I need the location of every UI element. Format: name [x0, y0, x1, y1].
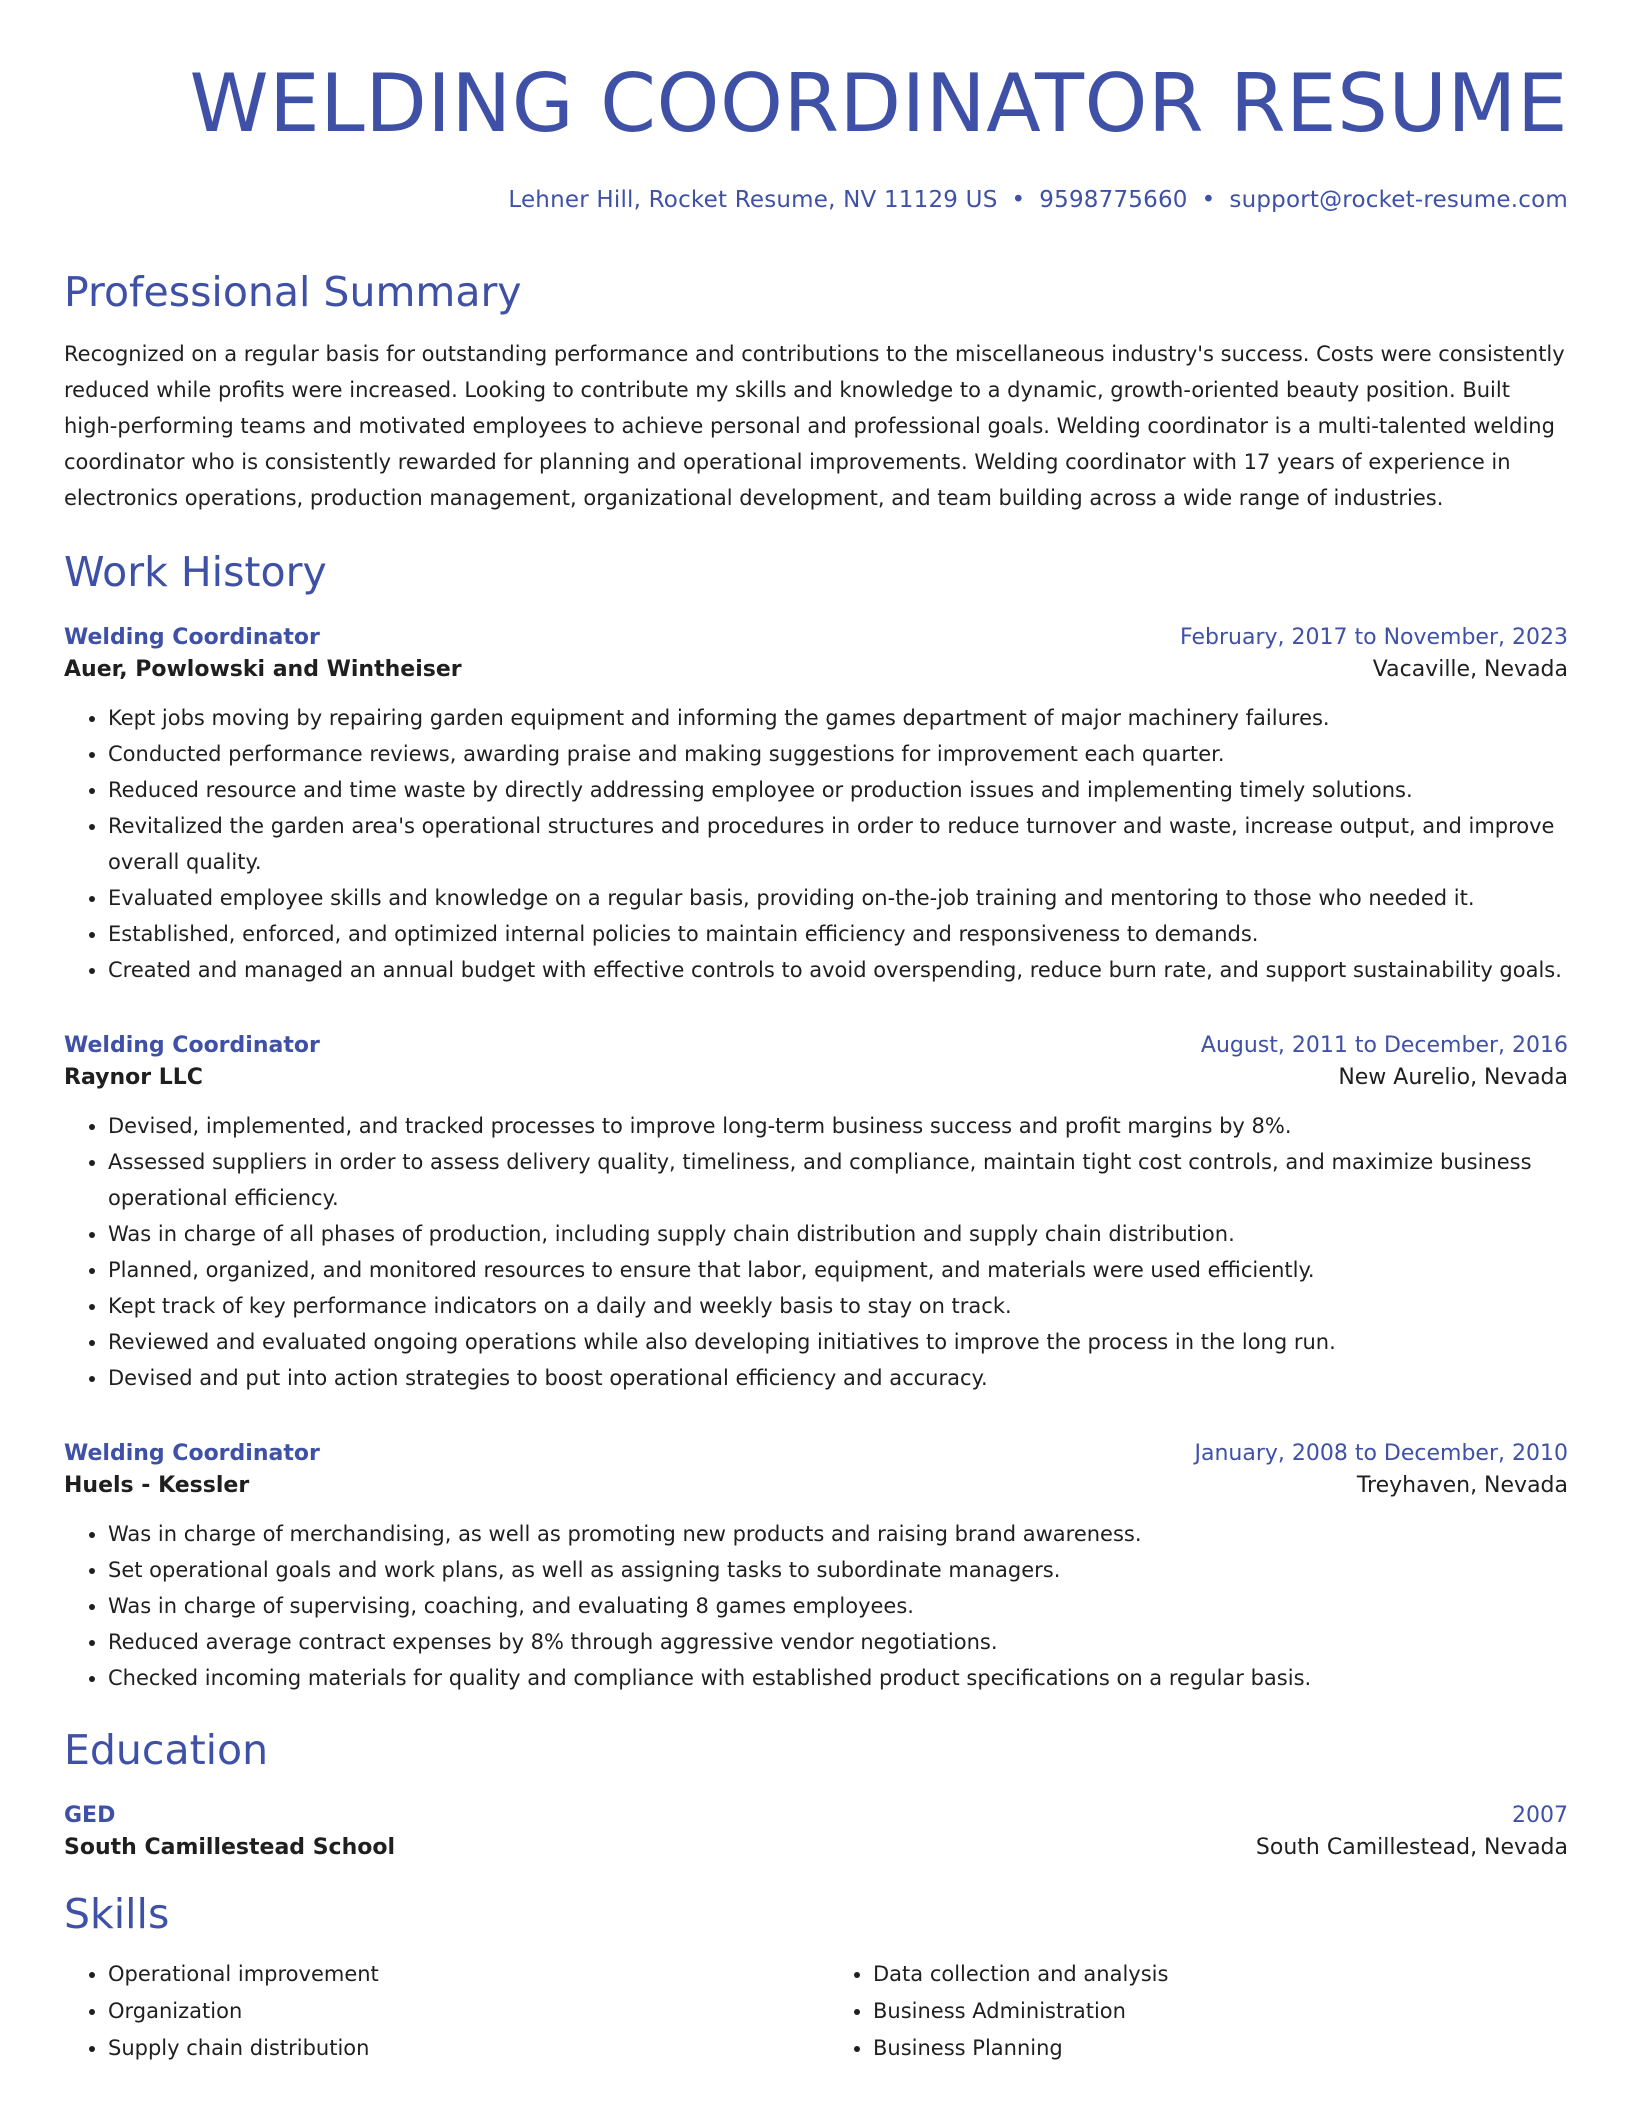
education-degree: GED — [64, 1803, 116, 1828]
skill-item: • Business Administration — [873, 1993, 1568, 2030]
job-company-row — [64, 1062, 1568, 1094]
contact-address: Lehner Hill, Rocket Resume, NV 11129 US — [508, 187, 998, 213]
job-role: Welding Coordinator — [64, 625, 320, 650]
job-location: Treyhaven, Nevada — [1356, 1473, 1568, 1498]
skill-item: • Business Planning — [873, 2030, 1568, 2067]
job-bullet: • Revitalized the garden area's operational structures and procedures in order to reduce turnover and waste, increase output, and improve overall quality. — [108, 808, 1568, 880]
job-role: Welding Coordinator — [64, 1033, 320, 1058]
job-entry — [64, 1438, 1568, 1696]
job-bullet: • Established, enforced, and optimized internal policies to maintain efficiency and responsiveness to demands. — [108, 916, 1568, 952]
job-bullet: • Devised, implemented, and tracked processes to improve long-term business success and profit margins by 8%. — [108, 1108, 1568, 1144]
job-company: Raynor LLC — [64, 1065, 203, 1090]
job-entry — [64, 1030, 1568, 1396]
contact-phone: 9598775660 — [1039, 187, 1188, 213]
skills-list — [64, 1956, 1568, 2067]
job-bullets — [64, 1516, 1568, 1696]
job-bullet: • Devised and put into action strategies to boost operational efficiency and accuracy. — [108, 1360, 1568, 1396]
job-company: Auer, Powlowski and Wintheiser — [64, 657, 462, 682]
job-bullet: • Reviewed and evaluated ongoing operations while also developing initiatives to improve the process in the long run. — [108, 1324, 1568, 1360]
section-title-work-history: Work History — [64, 548, 327, 596]
job-location: Vacaville, Nevada — [1372, 657, 1568, 682]
job-role: Welding Coordinator — [64, 1441, 320, 1466]
contact-line — [64, 186, 1568, 214]
job-dates: February, 2017 to November, 2023 — [1180, 625, 1568, 650]
job-header-row — [64, 1030, 1568, 1062]
job-bullet: • Conducted performance reviews, awarding praise and making suggestions for improvement each quarter. — [108, 736, 1568, 772]
education-school: South Camillestead School — [64, 1835, 396, 1860]
job-dates: August, 2011 to December, 2016 — [1200, 1033, 1568, 1058]
job-bullet: • Was in charge of merchandising, as well as promoting new products and raising brand awareness. — [108, 1516, 1568, 1552]
skills-column-right — [803, 1956, 1568, 2067]
contact-email: support@rocket-resume.com — [1229, 187, 1568, 213]
job-bullet: • Reduced resource and time waste by directly addressing employee or production issues and implementing timely solutions. — [108, 772, 1568, 808]
job-bullets — [64, 700, 1568, 988]
contact-separator: • — [1201, 187, 1216, 213]
job-company-row — [64, 1470, 1568, 1502]
education-header-row — [64, 1800, 1568, 1832]
skill-item: • Supply chain distribution — [108, 2030, 803, 2067]
education-entry — [64, 1800, 1568, 1864]
skill-item: • Organization — [108, 1993, 803, 2030]
job-bullet: • Evaluated employee skills and knowledge on a regular basis, providing on-the-job training and mentoring to those who needed it. — [108, 880, 1568, 916]
resume-title: WELDING COORDINATOR RESUME — [189, 57, 1568, 150]
job-bullet: • Created and managed an annual budget with effective controls to avoid overspending, reduce burn rate, and support sustainability goals. — [108, 952, 1568, 988]
job-bullets — [64, 1108, 1568, 1396]
job-dates: January, 2008 to December, 2010 — [1194, 1441, 1568, 1466]
job-company: Huels - Kessler — [64, 1473, 250, 1498]
section-title-education: Education — [64, 1726, 269, 1774]
job-bullet: • Was in charge of supervising, coaching, and evaluating 8 games employees. — [108, 1588, 1568, 1624]
skill-item: • Data collection and analysis — [873, 1956, 1568, 1993]
job-header-row — [64, 1438, 1568, 1470]
section-title-skills: Skills — [64, 1890, 170, 1938]
job-header-row — [64, 622, 1568, 654]
skills-column-left — [64, 1956, 803, 2067]
job-bullet: • Was in charge of all phases of production, including supply chain distribution and supply chain distribution. — [108, 1216, 1568, 1252]
job-bullet: • Checked incoming materials for quality and compliance with established product specifications on a regular basis. — [108, 1660, 1568, 1696]
job-bullet: • Set operational goals and work plans, as well as assigning tasks to subordinate managers. — [108, 1552, 1568, 1588]
summary-text: Recognized on a regular basis for outstanding performance and contributions to the miscellaneous industry's success. Costs were consistently reduced while profits were increased. Looking to contribute my skills and knowledge to a dynamic, growth-oriented beauty position. Built high-performing teams and motivated employees to achieve personal and professional goals. Welding coordinator is a multi-talented welding coordinator who is consistently rewarded for planning and operational improvements. Welding coordinator with 17 years of experience in electronics operations, production management, organizational development, and team building across a wide range of industries. — [64, 342, 1565, 510]
education-location: South Camillestead, Nevada — [1255, 1835, 1568, 1860]
job-bullet: • Kept track of key performance indicators on a daily and weekly basis to stay on track. — [108, 1288, 1568, 1324]
skill-item: • Operational improvement — [108, 1956, 803, 1993]
resume-page — [64, 0, 1568, 2067]
job-bullet: • Reduced average contract expenses by 8% through aggressive vendor negotiations. — [108, 1624, 1568, 1660]
job-entry — [64, 622, 1568, 988]
job-bullet: • Kept jobs moving by repairing garden equipment and informing the games department of major machinery failures. — [108, 700, 1568, 736]
job-bullet: • Assessed suppliers in order to assess delivery quality, timeliness, and compliance, maintain tight cost controls, and maximize business operational efficiency. — [108, 1144, 1568, 1216]
contact-separator: • — [1011, 187, 1026, 213]
job-company-row — [64, 654, 1568, 686]
job-location: New Aurelio, Nevada — [1338, 1065, 1568, 1090]
section-title-summary: Professional Summary — [64, 268, 522, 316]
education-year: 2007 — [1512, 1803, 1568, 1828]
education-school-row — [64, 1832, 1568, 1864]
job-bullet: • Planned, organized, and monitored resources to ensure that labor, equipment, and materials were used efficiently. — [108, 1252, 1568, 1288]
